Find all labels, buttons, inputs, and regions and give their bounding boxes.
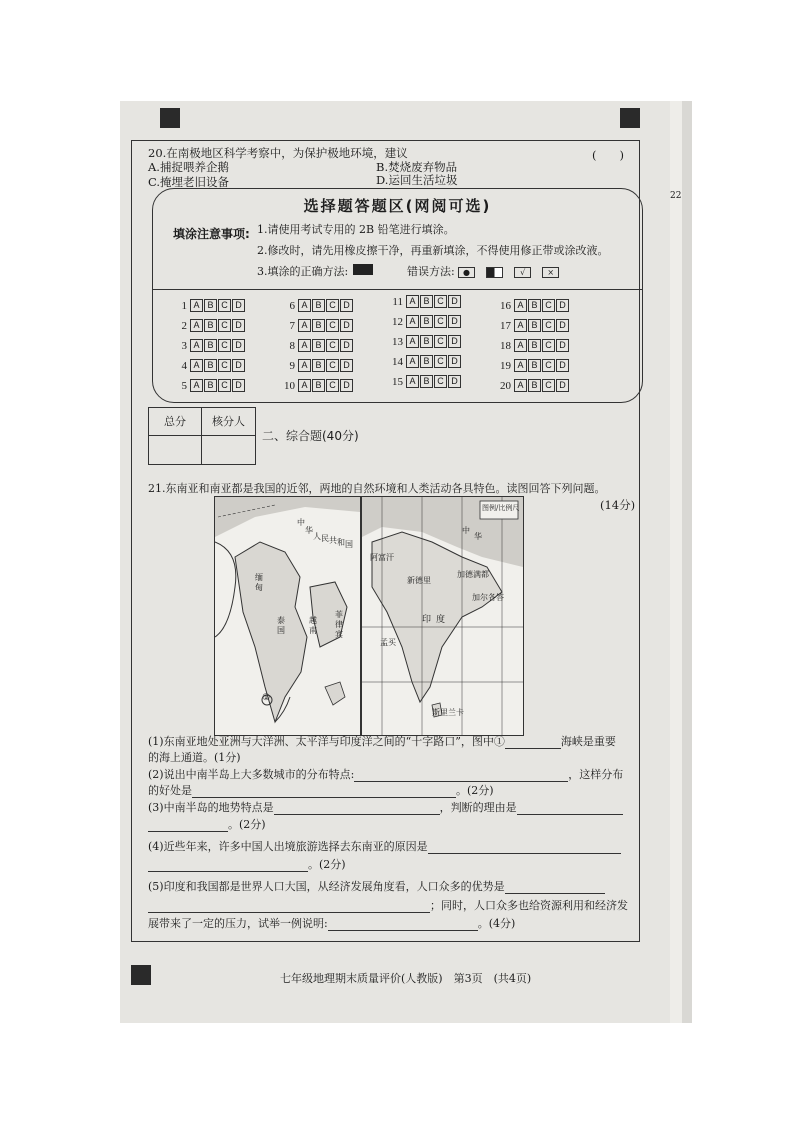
answer-row [173,299,246,312]
q21-s5-cont2 [148,915,515,931]
q21-s5-text-c: ；同时，人口众多也给资源利用和经济发 [430,899,628,912]
question-number: 1 [181,299,187,312]
exam-page-photo [120,101,692,1023]
q21-s3-text-c: 。(2分) [228,818,266,831]
answer-bubble[interactable]: A [190,339,203,352]
map-label-china-2: 华 [305,526,313,535]
photo-right-edge [682,101,692,1023]
q21-s4-blank-2[interactable] [148,859,308,872]
answer-bubble[interactable]: B [204,299,217,312]
q21-s3-blank-2[interactable] [517,802,623,815]
question-number: 20 [500,379,511,392]
question-number: 9 [289,359,295,372]
answer-row [389,355,462,368]
answer-bubble[interactable]: D [340,319,353,332]
map-label-srilanka: 斯里兰卡 [432,708,464,717]
wrong-half-fill-icon [486,267,503,278]
q21-s2-text: (2)说出中南半岛上大多数城市的分布特点: [148,768,355,781]
wrong-dot-icon: ● [458,267,475,278]
map-label-philippines-2: 律 [335,620,343,629]
answer-bubble[interactable]: C [542,339,555,352]
q20-stem: 20.在南极地区科学考察中，为保护极地环境，建议 [148,146,408,160]
registration-mark-top-right [620,108,640,128]
q21-s1-text: (1)东南亚地处亚洲与大洋洲、太平洋与印度洋之间的“十字路口”，图中① [148,735,505,748]
map-label-philippines-1: 菲 [335,610,343,619]
score-total-header: 总分 [149,408,201,436]
answer-bubble[interactable]: D [448,375,461,388]
question-number: 11 [392,295,403,308]
answer-row [173,339,246,352]
question-number: 8 [289,339,295,352]
answer-bubble[interactable]: B [420,335,433,348]
q21-s4-text: (4)近些年来，许多中国人出境旅游选择去东南亚的原因是 [148,840,428,853]
map-label-china-7: 国 [345,540,353,549]
map-label-myanmar-1: 缅 [255,573,263,582]
notes-label: 填涂注意事项: [173,227,250,241]
answer-bubble[interactable]: D [556,299,569,312]
answer-bubble[interactable]: A [406,335,419,348]
q21-s2-blank-2[interactable] [192,785,456,798]
answer-bubble[interactable]: C [326,319,339,332]
q21-s3-blank-3[interactable] [148,819,228,832]
answer-row [497,319,570,332]
answer-bubble[interactable]: D [340,339,353,352]
q20-answer-paren[interactable]: ( ) [592,148,624,162]
answer-bubble[interactable]: A [514,299,527,312]
answer-bubble[interactable]: A [514,339,527,352]
answer-row [281,319,354,332]
answer-bubble[interactable]: A [298,339,311,352]
answer-bubble[interactable]: D [340,379,353,392]
map-label-philippines-3: 宾 [335,630,343,639]
answer-bubble[interactable]: B [312,319,325,332]
answer-bubble[interactable]: A [190,359,203,372]
answer-bubble[interactable]: B [420,295,433,308]
answer-bubble[interactable]: B [204,379,217,392]
map-label-kolkata: 加尔各答 [472,593,504,602]
answer-bubble[interactable]: C [218,379,231,392]
question-number: 19 [500,359,511,372]
answer-row [281,379,354,392]
map-label-newdelhi: 新德里 [407,576,431,585]
map-label-china-3: 人 [313,532,321,541]
question-number: 4 [181,359,187,372]
q21-s3-cont [148,816,266,832]
answer-bubble[interactable]: B [528,359,541,372]
answer-bubble[interactable]: D [448,355,461,368]
q21-s4-blank-1[interactable] [428,841,621,854]
answer-bubble[interactable]: B [528,319,541,332]
answer-bubble[interactable]: B [312,299,325,312]
answer-bubble[interactable]: C [542,359,555,372]
registration-mark-top-left [160,108,180,128]
answer-bubble[interactable]: A [406,295,419,308]
next-page-question-number: 22 [670,191,682,201]
answer-bubble[interactable]: D [556,379,569,392]
q21-s5-text-d: 。(4分) [477,917,516,930]
answer-bubble[interactable]: D [448,315,461,328]
answer-bubble[interactable]: A [190,319,203,332]
question-number: 12 [392,315,403,328]
note-1: 1.请使用考试专用的 2B 铅笔进行填涂。 [257,223,455,236]
q21-s1-blank[interactable] [505,736,561,749]
question-number: 18 [500,339,511,352]
answer-bubble[interactable]: C [326,299,339,312]
answer-bubble[interactable]: C [434,315,447,328]
answer-bubble[interactable]: A [406,375,419,388]
question-number: 14 [392,355,403,368]
note-3: 3.填涂的正确方法: [257,265,349,278]
wrong-method-label: 错误方法: [407,265,455,278]
south-asia-map [361,496,524,736]
answer-bubble[interactable]: D [232,379,245,392]
map-label-afghanistan: 阿富汗 [370,553,394,562]
answer-bubble[interactable]: B [420,375,433,388]
q21-s4 [148,838,621,854]
question-number: 10 [284,379,295,392]
q21-s4-cont [148,856,346,872]
answer-row [497,359,570,372]
map-label-vietnam-1: 越 [309,616,317,625]
answer-bubble[interactable]: D [556,319,569,332]
q21-s5-cont [148,897,628,913]
score-checker-header: 核分人 [202,408,255,436]
answer-bubble[interactable]: C [434,335,447,348]
answer-row [281,359,354,372]
answer-area-title: 选择题答题区(网阅可选) [303,197,492,215]
answer-bubble[interactable]: D [232,319,245,332]
q20-option-d: D.运回生活垃圾 [376,173,458,187]
answer-bubble[interactable]: C [326,359,339,372]
map-label-china-6: 和 [337,538,345,547]
answer-bubble[interactable]: B [312,379,325,392]
q21-s5-blank-2[interactable] [148,900,430,913]
question-number: 2 [181,319,187,332]
answer-bubble[interactable]: B [420,355,433,368]
answer-bubble[interactable]: A [514,379,527,392]
answer-bubble[interactable]: A [514,319,527,332]
correct-fill-example [353,264,373,275]
map-label-myanmar-2: 甸 [255,583,263,592]
note-2: 2.修改时，请先用橡皮擦干净，再重新填涂，不得使用修正带或涂改液。 [257,244,609,257]
map-label-strait-marker: ① [262,693,271,703]
answer-bubble[interactable]: A [406,315,419,328]
q21-s2-cont [148,782,494,798]
choice-answer-area [152,188,643,403]
question-number: 16 [500,299,511,312]
question-number: 13 [392,335,403,348]
southeast-asia-map [214,496,361,736]
q21-s3 [148,799,623,815]
answer-bubble[interactable]: B [204,319,217,332]
answer-bubble[interactable]: A [298,319,311,332]
answer-bubble[interactable]: B [528,379,541,392]
answer-bubble[interactable]: C [542,319,555,332]
answer-bubble[interactable]: A [298,299,311,312]
section-2-heading: 二、综合题(40分) [262,429,359,443]
answer-bubble[interactable]: D [340,359,353,372]
answer-row [173,359,246,372]
map-scale-label: 图例/比例尺 [482,504,520,512]
q21-s1 [148,733,616,749]
question-number: 7 [289,319,295,332]
question-number: 6 [289,299,295,312]
answer-row [389,375,462,388]
q21-s1-cont: 的海上通道。(1分) [148,751,241,764]
map-label-china-1: 中 [297,518,305,527]
answer-bubble[interactable]: C [434,295,447,308]
answer-bubble[interactable]: B [204,359,217,372]
question-number: 5 [181,379,187,392]
answer-bubble[interactable]: A [298,359,311,372]
q21-s5-text: (5)印度和我国都是世界人口大国，从经济发展角度看，人口众多的优势是 [148,880,505,893]
question-number: 15 [392,375,403,388]
answer-row [497,339,570,352]
answer-bubble[interactable]: A [190,379,203,392]
answer-bubble[interactable]: C [434,375,447,388]
answer-row [281,299,354,312]
answer-bubble[interactable]: C [218,359,231,372]
answer-row [497,299,570,312]
map-label-thailand-1: 泰 [277,616,285,625]
answer-bubble[interactable]: B [420,315,433,328]
answer-bubble[interactable]: A [190,299,203,312]
answer-bubble[interactable]: B [312,359,325,372]
answer-bubble[interactable]: C [218,339,231,352]
answer-bubble[interactable]: A [406,355,419,368]
next-page-edge [670,101,682,1023]
q21-s2-text-c: 的好处是 [148,784,192,797]
wrong-cross-icon: × [542,267,559,278]
answer-bubble[interactable]: C [218,299,231,312]
question-number: 17 [500,319,511,332]
answer-bubble[interactable]: C [542,299,555,312]
q21-s2-text-b: ，这样分布 [568,768,624,781]
q21-points: (14分) [600,498,636,512]
answer-row [281,339,354,352]
answer-bubble[interactable]: C [542,379,555,392]
answer-bubble[interactable]: B [312,339,325,352]
q21-s3-text-b: ，判断的理由是 [439,801,517,814]
answer-bubble[interactable]: C [326,339,339,352]
map-label-china-4: 民 [321,534,329,543]
answer-bubble[interactable]: D [556,339,569,352]
answer-bubble[interactable]: B [204,339,217,352]
registration-mark-bottom-left [131,965,151,985]
q21-s1-text-b: 海峡是重要 [560,735,616,748]
question-number: 3 [181,339,187,352]
answer-bubble[interactable]: D [448,295,461,308]
answer-bubble[interactable]: D [556,359,569,372]
answer-bubble[interactable]: D [232,299,245,312]
page-footer: 七年级地理期末质量评价(人教版) 第3页 (共4页) [280,972,532,985]
wrong-check-icon: √ [514,267,531,278]
wrong-fill-examples [455,262,562,281]
q21-s2 [148,766,623,782]
q20-option-a: A.捕捉喂养企鹅 [148,160,229,174]
answer-bubble[interactable]: D [232,339,245,352]
q21-s2-blank-1[interactable] [354,769,568,782]
answer-row [173,319,246,332]
score-table-divider [201,408,202,464]
q20-option-c: C.掩埋老旧设备 [148,175,230,189]
q21-s2-text-d: 。(2分) [456,784,494,797]
answer-row [173,379,246,392]
answer-bubble[interactable]: C [326,379,339,392]
q21-s5 [148,878,605,894]
answer-bubble[interactable]: A [298,379,311,392]
answer-bubble[interactable]: D [340,299,353,312]
map-label-kathmandu: 加德满都 [457,570,489,579]
map-label-china-south-2: 华 [474,532,482,541]
map-label-china-5: 共 [329,536,337,545]
map-label-china-south-1: 中 [462,526,470,535]
answer-bubble[interactable]: D [232,359,245,372]
answer-row [389,315,462,328]
answer-bubble[interactable]: D [448,335,461,348]
map-label-mumbai: 孟买 [380,638,396,647]
q21-s3-text: (3)中南半岛的地势特点是 [148,801,274,814]
answer-bubble[interactable]: C [434,355,447,368]
map-label-vietnam-2: 南 [309,626,317,635]
answer-bubble[interactable]: C [218,319,231,332]
map-label-india-1: 印 [422,615,432,625]
answer-bubble[interactable]: B [528,339,541,352]
q21-stem: 21.东南亚和南亚都是我国的近邻，两地的自然环境和人类活动各具特色。读图回答下列问题。 [148,482,606,495]
answer-bubble[interactable]: B [528,299,541,312]
answer-row [389,335,462,348]
q21-s5-text-b: 展带来了一定的压力，试举一例说明: [148,917,328,930]
q21-s4-text-b: 。(2分) [308,858,346,871]
answer-row [497,379,570,392]
q21-s5-blank-1[interactable] [505,881,605,894]
answer-bubble[interactable]: A [514,359,527,372]
score-table [148,407,256,465]
q21-s3-blank-1[interactable] [274,802,440,815]
map-label-thailand-2: 国 [277,626,285,635]
q21-s5-blank-3[interactable] [328,918,478,931]
q20-option-b: B.焚烧废弃物品 [376,160,458,174]
answer-row [389,295,462,308]
answer-frame [131,140,640,942]
map-label-india-2: 度 [436,615,446,625]
answer-area-divider [153,289,642,290]
